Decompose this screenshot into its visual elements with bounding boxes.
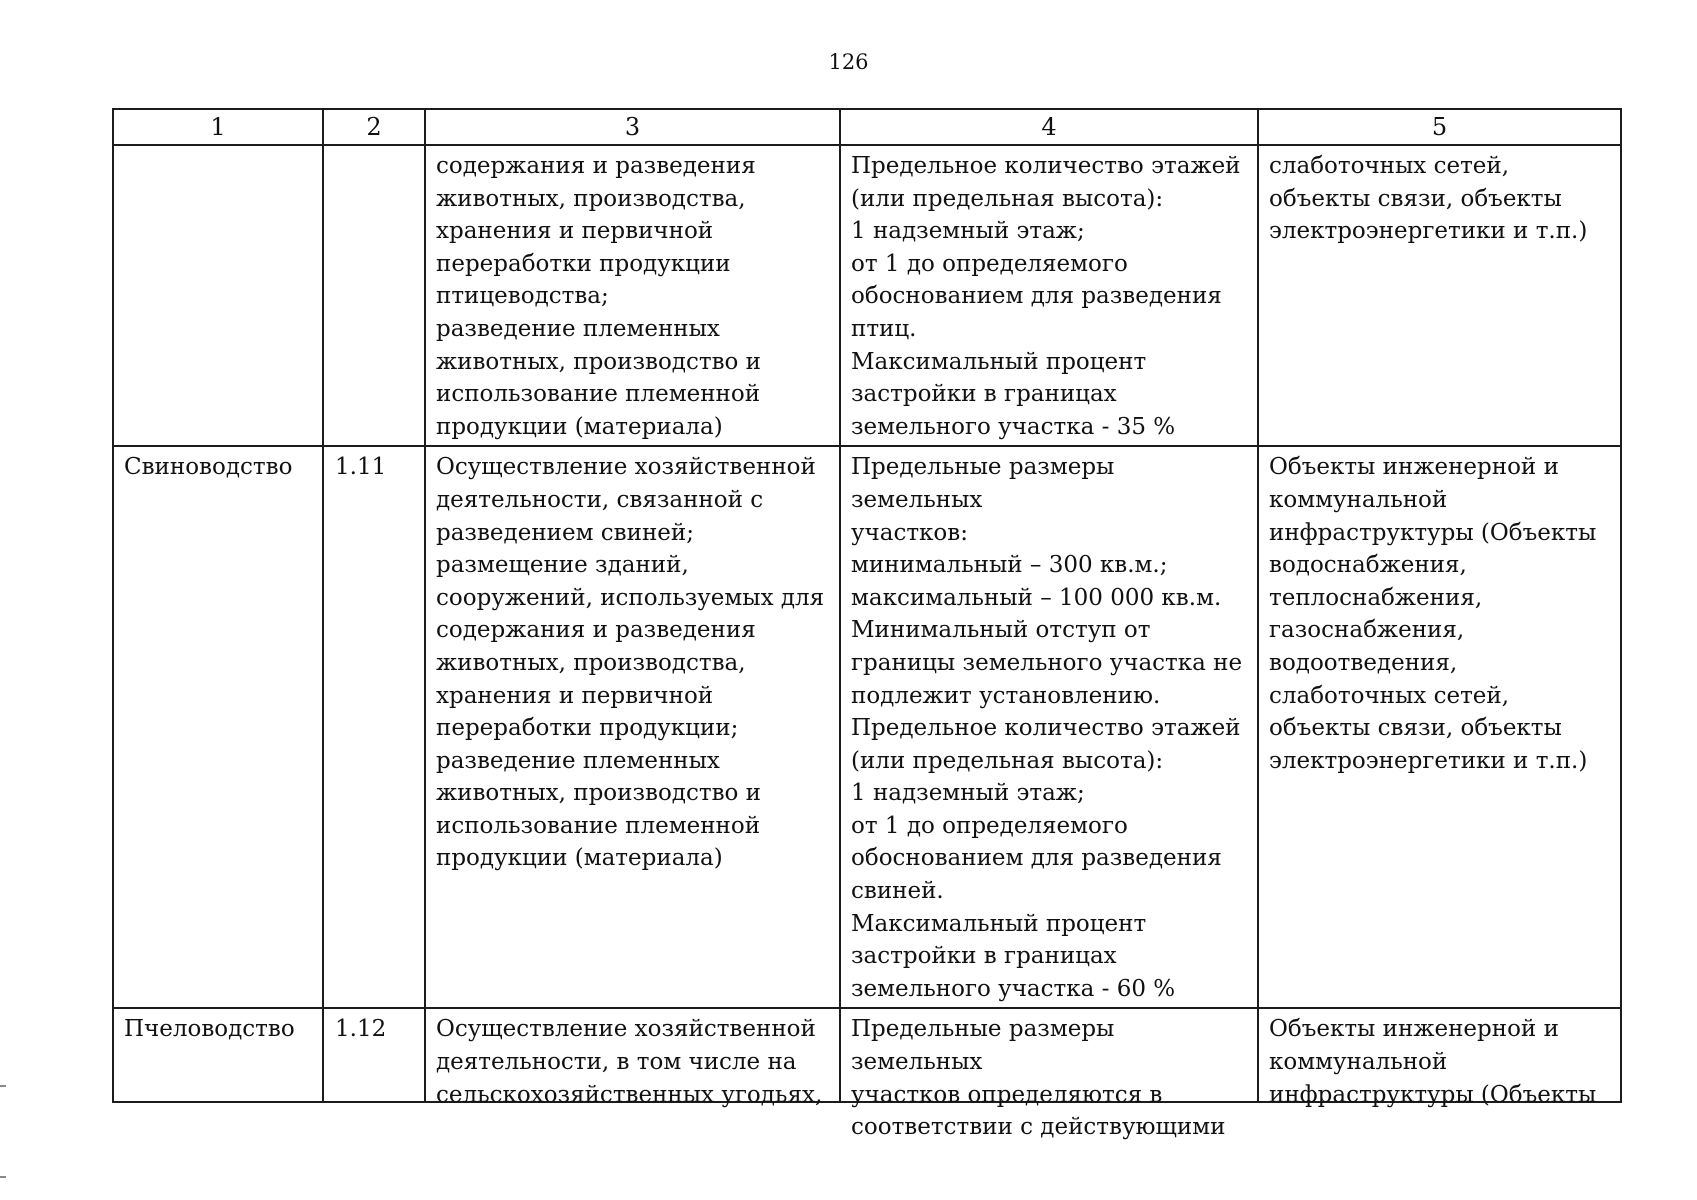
cell-text: Предельные размеры земельных участков определяются в соответствии с действующими (851, 1016, 1226, 1141)
cell-building-parameters (840, 1008, 1258, 1141)
column-header-4: 4 (840, 109, 1258, 145)
page-number: 126 (828, 50, 869, 74)
cell-text: Осуществление хозяйственной деятельности, в том числе на сельскохозяйственных угодьях, (436, 1016, 823, 1108)
table-row-beekeeping (113, 1008, 1621, 1102)
cell-use-code (323, 145, 425, 446)
cell-use-description: Осуществление хозяйственной деятельности, связанной с разведением свиней; размещение зданий, сооружений, используемых для содержания и разведения животных, производства, хранения и первичной переработки продукции; разведение племенных животных, производство и использование племенной продукции (материала) (425, 446, 840, 1008)
cell-building-parameters: Предельное количество этажей (или предельная высота): 1 надземный этаж; от 1 до определяемого обоснованием для разведения птиц. Максимальный процент застройки в границах земельного участка - 35 % (840, 145, 1258, 446)
land-use-regulations-table (112, 108, 1622, 1141)
cell-text: Объекты инженерной и коммунальной инфраструктуры (Объекты (1269, 1016, 1597, 1108)
cell-use-name: Пчеловодство (113, 1008, 323, 1102)
cell-use-code: 1.11 (323, 446, 425, 1008)
scan-edge-mark (0, 1085, 6, 1087)
cell-use-description: содержания и разведения животных, производства, хранения и первичной переработки продукции птицеводства; разведение племенных животных, производство и использование племенной продукции (материала) (425, 145, 840, 446)
column-header-5: 5 (1258, 109, 1621, 145)
table-row-poultry-continued (113, 145, 1621, 446)
table-row-pig-farming (113, 446, 1621, 1008)
column-number-header-row (113, 109, 1621, 145)
column-header-1: 1 (113, 109, 323, 145)
column-header-2: 2 (323, 109, 425, 145)
cell-use-code: 1.12 (323, 1008, 425, 1102)
column-header-3: 3 (425, 109, 840, 145)
cell-use-name: Свиноводство (113, 446, 323, 1008)
cell-auxiliary-objects (1258, 1008, 1621, 1108)
cell-use-description (425, 1008, 840, 1108)
cell-building-parameters: Предельные размеры земельных участков: минимальный – 300 кв.м.; максимальный – 100 000 кв.м. Минимальный отступ от границы земельного участка не подлежит установлению. Предельное количество этажей (или предельная высота): 1 надземный этаж; от 1 до определяемого обоснованием для разведения свиней. Максимальный процент застройки в границах земельного участка - 60 % (840, 446, 1258, 1008)
cell-use-name (113, 145, 323, 446)
cell-auxiliary-objects: Объекты инженерной и коммунальной инфраструктуры (Объекты водоснабжения, теплоснабжения, газоснабжения, водоотведения, слаботочных сетей, объекты связи, объекты электроэнергетики и т.п.) (1258, 446, 1621, 1008)
scan-edge-mark (0, 1176, 6, 1178)
cell-auxiliary-objects: слаботочных сетей, объекты связи, объекты электроэнергетики и т.п.) (1258, 145, 1621, 446)
